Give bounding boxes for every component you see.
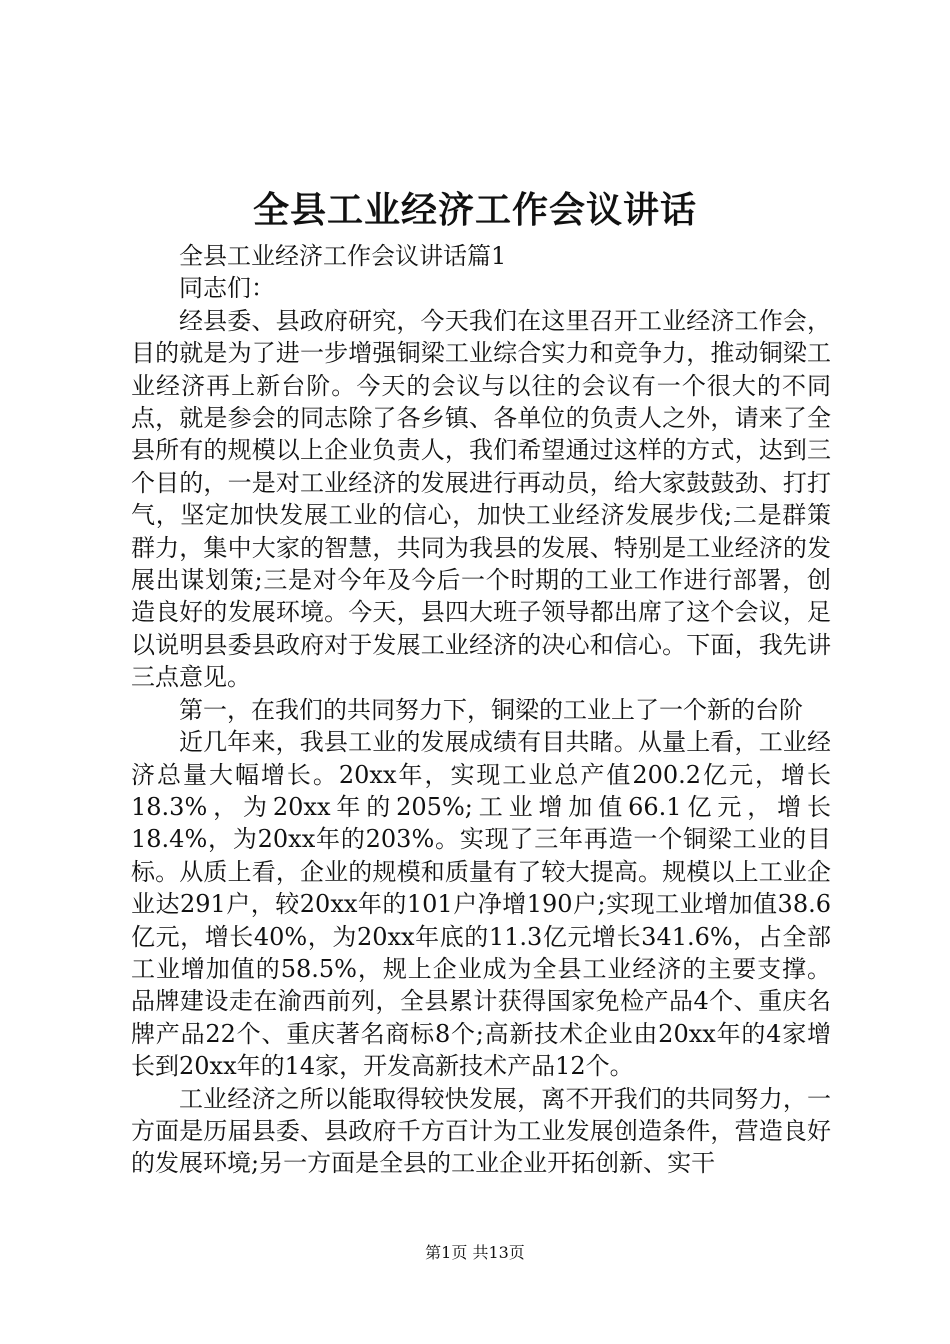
- document-subtitle: 全县工业经济工作会议讲话篇1: [179, 242, 507, 270]
- document-body: [131, 240, 831, 1180]
- section-heading: 第一，在我们的共同努力下，铜梁的工业上了一个新的台阶: [179, 695, 803, 724]
- document-title: 全县工业经济工作会议讲话: [252, 189, 697, 231]
- page-number-footer: 第1页 共13页: [425, 1243, 525, 1262]
- paragraph: 经县委、县政府研究，今天我们在这里召开工业经济工作会，目的就是为了进一步增强铜梁工业综合实力和竞争力，推动铜梁工业经济再上新台阶。今天的会议与以往的会议有一个很大的不同点，就是参会的同志除了各乡镇、各单位的负责人之外，请来了全县所有的规模以上企业负责人，我们希望通过这样的方式，达到三个目的，一是对工业经济的发展进行再动员，给大家鼓鼓劲、打打气，坚定加快发展工业的信心，加快工业经济发展步伐;二是群策群力，集中大家的智慧，共同为我县的发展、特别是工业经济的发展出谋划策;三是对今年及今后一个时期的工业工作进行部署，创造良好的发展环境。今天，县四大班子领导都出席了这个会议，足以说明县委县政府对于发展工业经济的决心和信心。下面，我先讲三点意见。: [131, 306, 831, 692]
- paragraph: 近几年来，我县工业的发展成绩有目共睹。从量上看，工业经济总量大幅增长。20xx年，实现工业总产值200.2亿元，增长18.3%，为20xx年的205%;工业增加值66.1亿元，增长18.4%，为20xx年的203%。实现了三年再造一个铜梁工业的目标。从质上看，企业的规模和质量有了较大提高。规模以上工业企业达291户，较20xx年的101户净增190户;实现工业增加值38.6亿元，增长40%，为20xx年底的11.3亿元增长341.6%，占全部工业增加值的58.5%，规上企业成为全县工业经济的主要支撑。品牌建设走在渝西前列，全县累计获得国家免检产品4个、重庆名牌产品22个、重庆著名商标8个;高新技术企业由20xx年的4家增长到20xx年的14家，开发高新技术产品12个。: [131, 728, 831, 1081]
- salutation: 同志们：: [179, 274, 275, 303]
- paragraph: 工业经济之所以能取得较快发展，离不开我们的共同努力，一方面是历届县委、县政府千方百计为工业发展创造条件，营造良好的发展环境;另一方面是全县的工业企业开拓创新、实干: [131, 1084, 831, 1178]
